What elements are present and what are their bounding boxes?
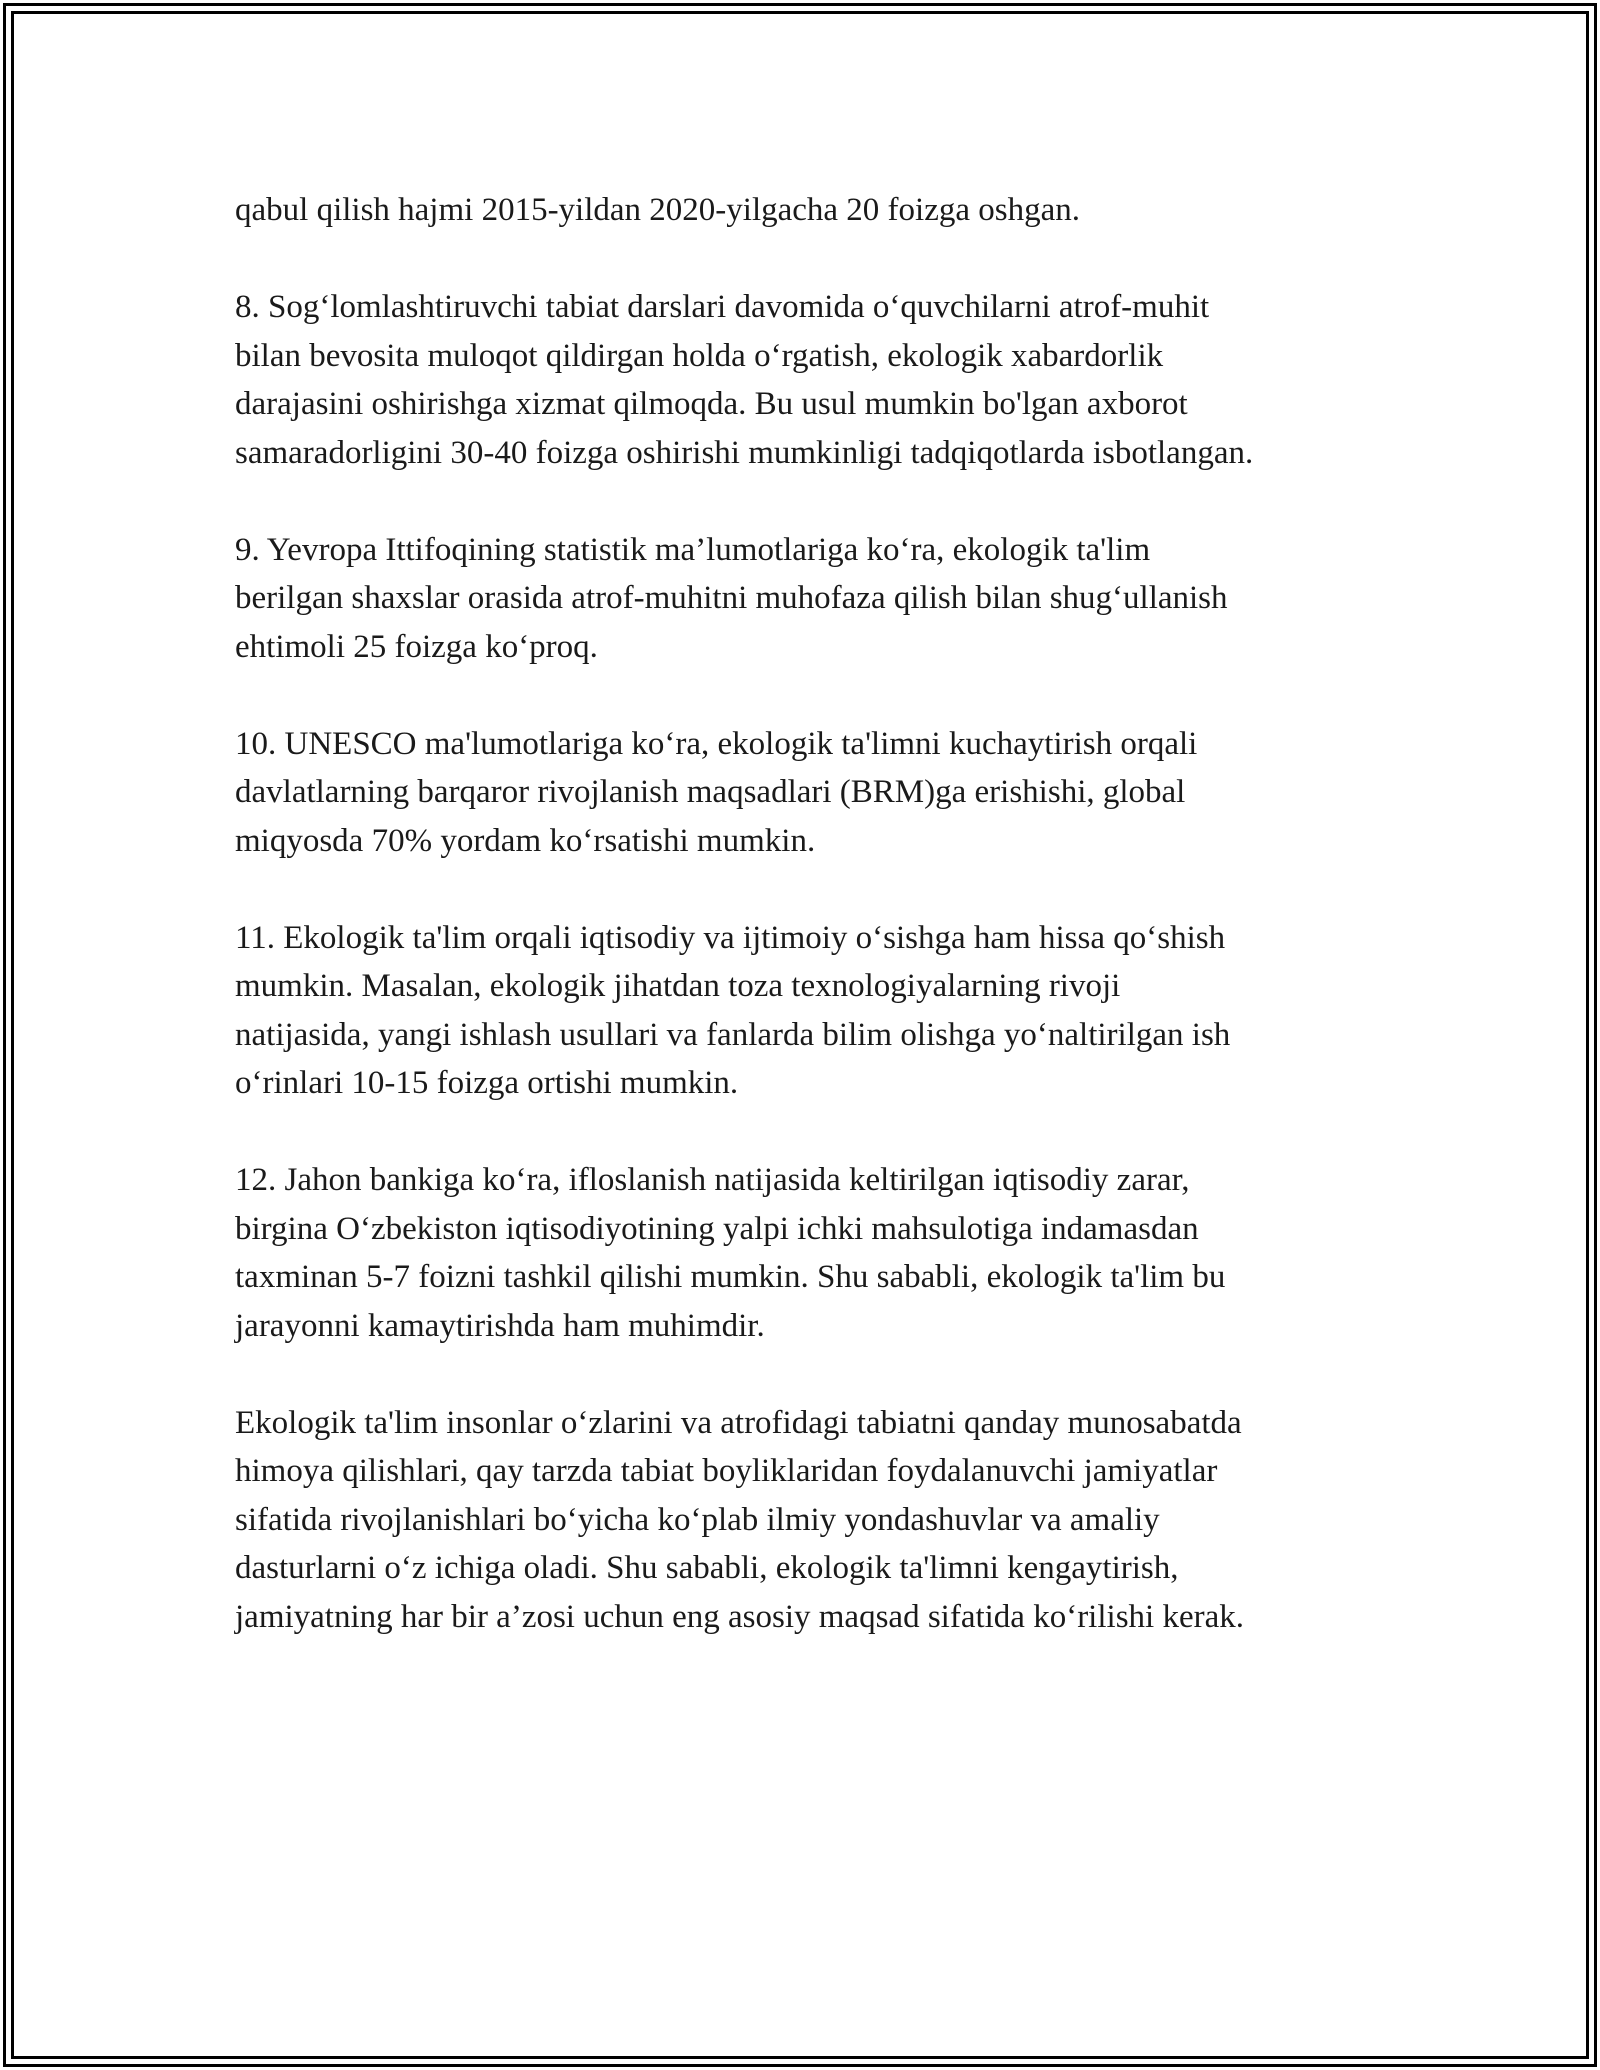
paragraph-item-9 <box>235 526 1385 672</box>
text-line: taxminan 5-7 foizni tashkil qilishi mumkin. Shu sababli, ekologik ta'lim bu <box>235 1259 1226 1295</box>
text-line: samaradorligini 30-40 foizga oshirishi mumkinligi tadqiqotlarda isbotlangan. <box>235 434 1254 471</box>
paragraph-item-10 <box>235 720 1385 866</box>
text-line: qabul qilish hajmi 2015-yildan 2020-yilgacha 20 foizga oshgan. <box>235 192 1080 228</box>
paragraph-item-12 <box>235 1156 1385 1350</box>
text-line: 8. Sog‘lomlashtiruvchi tabiat darslari davomida o‘quvchilarni atrof-muhit <box>235 289 1210 325</box>
text-line: Ekologik ta'lim insonlar o‘zlarini va atrofidagi tabiatni qanday munosabatda <box>235 1404 1242 1441</box>
document-body <box>235 186 1385 1690</box>
paragraph-continuation <box>235 186 1385 235</box>
paragraph-item-8 <box>235 283 1385 477</box>
text-line: berilgan shaxslar orasida atrof-muhitni muhofaza qilish bilan shug‘ullanish <box>235 580 1228 616</box>
text-line: miqyosda 70% yordam ko‘rsatishi mumkin. <box>235 822 816 859</box>
text-line: darajasini oshirishga xizmat qilmoqda. Bu usul mumkin bo'lgan axborot <box>235 386 1188 422</box>
text-line: 10. UNESCO ma'lumotlariga ko‘ra, ekologik ta'limni kuchaytirish orqali <box>235 725 1198 762</box>
text-line: o‘rinlari 10-15 foizga ortishi mumkin. <box>235 1065 739 1101</box>
text-line: natijasida, yangi ishlash usullari va fanlarda bilim olishga yo‘naltirilgan ish <box>235 1016 1231 1053</box>
text-line: mumkin. Masalan, ekologik jihatdan toza texnologiyalarning rivoji <box>235 968 1121 1004</box>
text-line: bilan bevosita muloqot qildirgan holda o‘rgatish, ekologik xabardorlik <box>235 337 1164 374</box>
text-line: dasturlarni o‘z ichiga oladi. Shu sababli, ekologik ta'limni kengaytirish, <box>235 1550 1179 1586</box>
text-line: 12. Jahon bankiga ko‘ra, ifloslanish natijasida keltirilgan iqtisodiy zarar, <box>235 1162 1190 1198</box>
text-line: himoya qilishlari, qay tarzda tabiat boyliklaridan foydalanuvchi jamiyatlar <box>235 1453 1218 1489</box>
text-line: ehtimoli 25 foizga ko‘proq. <box>235 628 598 665</box>
paragraph-conclusion <box>235 1399 1385 1642</box>
text-line: davlatlarning barqaror rivojlanish maqsadlari (BRM)ga erishishi, global <box>235 774 1186 810</box>
text-line: 11. Ekologik ta'lim orqali iqtisodiy va ijtimoiy o‘sishga ham hissa qo‘shish <box>235 919 1226 956</box>
text-line: jamiyatning har bir a’zosi uchun eng asosiy maqsad sifatida ko‘rilishi kerak. <box>235 1598 1244 1635</box>
paragraph-item-11 <box>235 914 1385 1108</box>
text-line: birgina O‘zbekiston iqtisodiyotining yalpi ichki mahsulotiga indamasdan <box>235 1210 1199 1247</box>
text-line: sifatida rivojlanishlari bo‘yicha ko‘plab ilmiy yondashuvlar va amaliy <box>235 1501 1160 1538</box>
text-line: jarayonni kamaytirishda ham muhimdir. <box>235 1307 765 1344</box>
text-line: 9. Yevropa Ittifoqining statistik ma’lumotlariga ko‘ra, ekologik ta'lim <box>235 531 1151 568</box>
